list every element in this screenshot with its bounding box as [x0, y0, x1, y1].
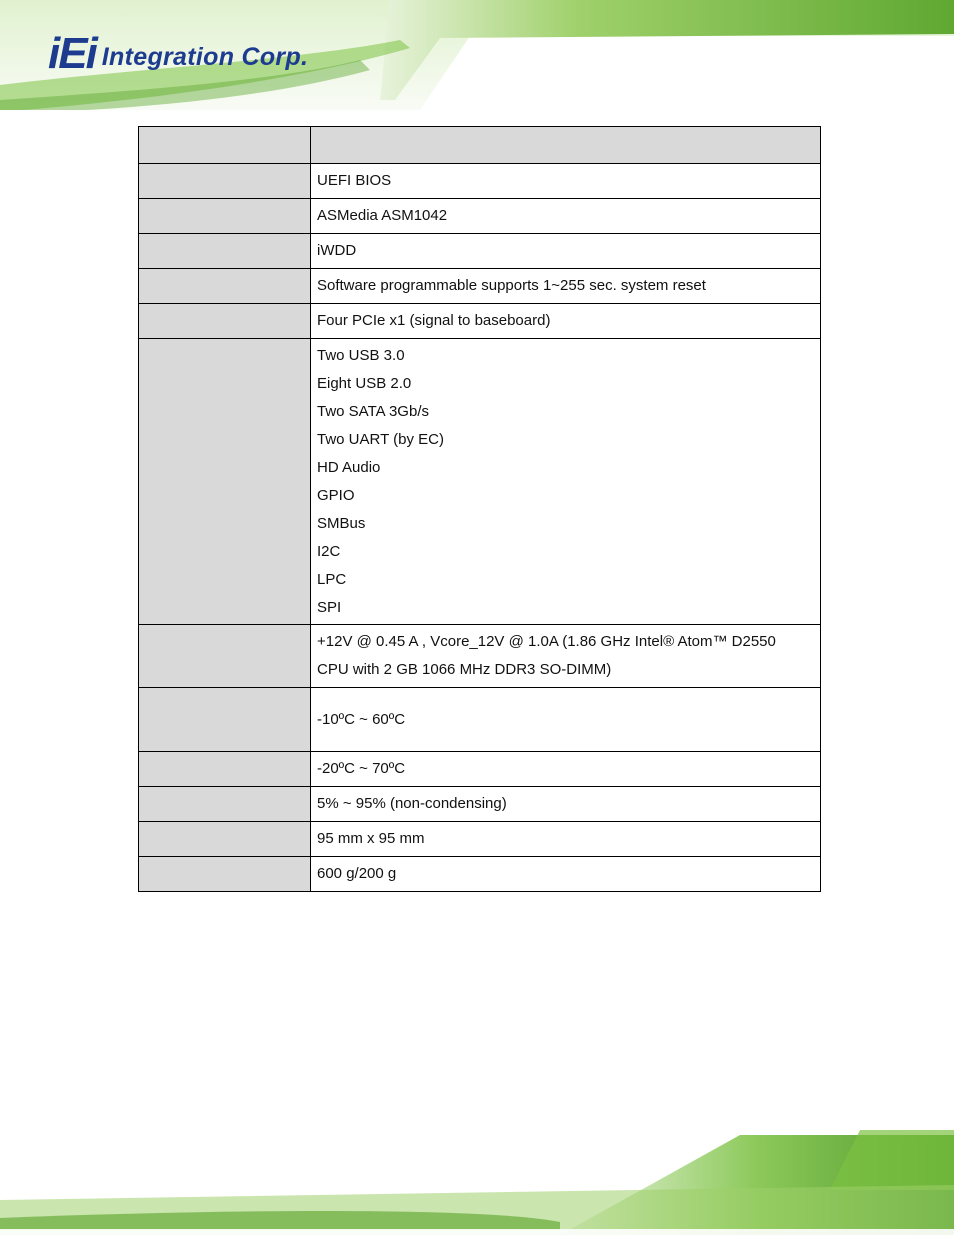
table-row [139, 304, 821, 339]
header-cell-value [311, 127, 821, 164]
row-value-cell [311, 304, 821, 339]
row-value-cell [311, 339, 821, 625]
table-row [139, 269, 821, 304]
row-value-cell [311, 752, 821, 787]
value-line: CPU with 2 GB 1066 MHz DDR3 SO-DIMM) [317, 661, 612, 678]
row-value-cell [311, 625, 821, 688]
value-line: 5% ~ 95% (non-condensing) [317, 795, 507, 812]
value-line: +12V @ 0.45 A , Vcore_12V @ 1.0A (1.86 GHz Intel® Atom™ D2550 [317, 633, 776, 650]
table-row [139, 625, 821, 688]
value-line: Two UART (by EC) [317, 430, 444, 448]
logo-mark: iEi [48, 29, 96, 78]
row-value-cell [311, 164, 821, 199]
value-line: ASMedia ASM1042 [317, 207, 448, 224]
value-line: -20ºC ~ 70ºC [317, 760, 406, 777]
value-line: Software programmable supports 1~255 sec. system reset [317, 277, 706, 294]
table-row [139, 688, 821, 752]
value-line: 600 g/200 g [317, 865, 397, 882]
row-label-cell [139, 625, 311, 688]
table-header-row [139, 127, 821, 164]
table-row [139, 234, 821, 269]
table-row [139, 752, 821, 787]
value-line: UEFI BIOS [317, 172, 392, 189]
value-line: Eight USB 2.0 [317, 374, 412, 392]
row-label-cell [139, 857, 311, 892]
company-logo [48, 26, 308, 76]
value-line: HD Audio [317, 458, 381, 476]
row-label-cell [139, 199, 311, 234]
row-label-cell [139, 752, 311, 787]
table-row [139, 857, 821, 892]
specification-table [138, 126, 821, 892]
table-row [139, 339, 821, 625]
row-label-cell [139, 164, 311, 199]
row-value-cell [311, 857, 821, 892]
logo-text: Integration Corp. [101, 43, 309, 71]
value-line: I2C [317, 542, 341, 560]
row-label-cell [139, 304, 311, 339]
row-label-cell [139, 822, 311, 857]
value-line: LPC [317, 570, 347, 588]
value-line: Two SATA 3Gb/s [317, 402, 429, 420]
table-row [139, 199, 821, 234]
row-value-cell [311, 269, 821, 304]
row-label-cell [139, 688, 311, 752]
value-line: 95 mm x 95 mm [317, 830, 425, 847]
footer-banner [0, 1130, 954, 1235]
value-line: iWDD [317, 242, 357, 259]
value-line: Four PCIe x1 (signal to baseboard) [317, 312, 551, 329]
row-value-cell [311, 787, 821, 822]
value-line: SMBus [317, 514, 366, 532]
row-label-cell [139, 234, 311, 269]
table-row [139, 787, 821, 822]
row-value-cell [311, 822, 821, 857]
value-line: -10ºC ~ 60ºC [317, 710, 406, 728]
row-label-cell [139, 787, 311, 822]
row-label-cell [139, 339, 311, 625]
row-label-cell [139, 269, 311, 304]
row-value-cell [311, 199, 821, 234]
value-line: GPIO [317, 486, 355, 504]
table-row [139, 164, 821, 199]
header-cell-label [139, 127, 311, 164]
row-value-cell [311, 234, 821, 269]
value-line: Two USB 3.0 [317, 346, 405, 364]
table-row [139, 822, 821, 857]
row-value-cell [311, 688, 821, 752]
value-line: SPI [317, 598, 342, 616]
